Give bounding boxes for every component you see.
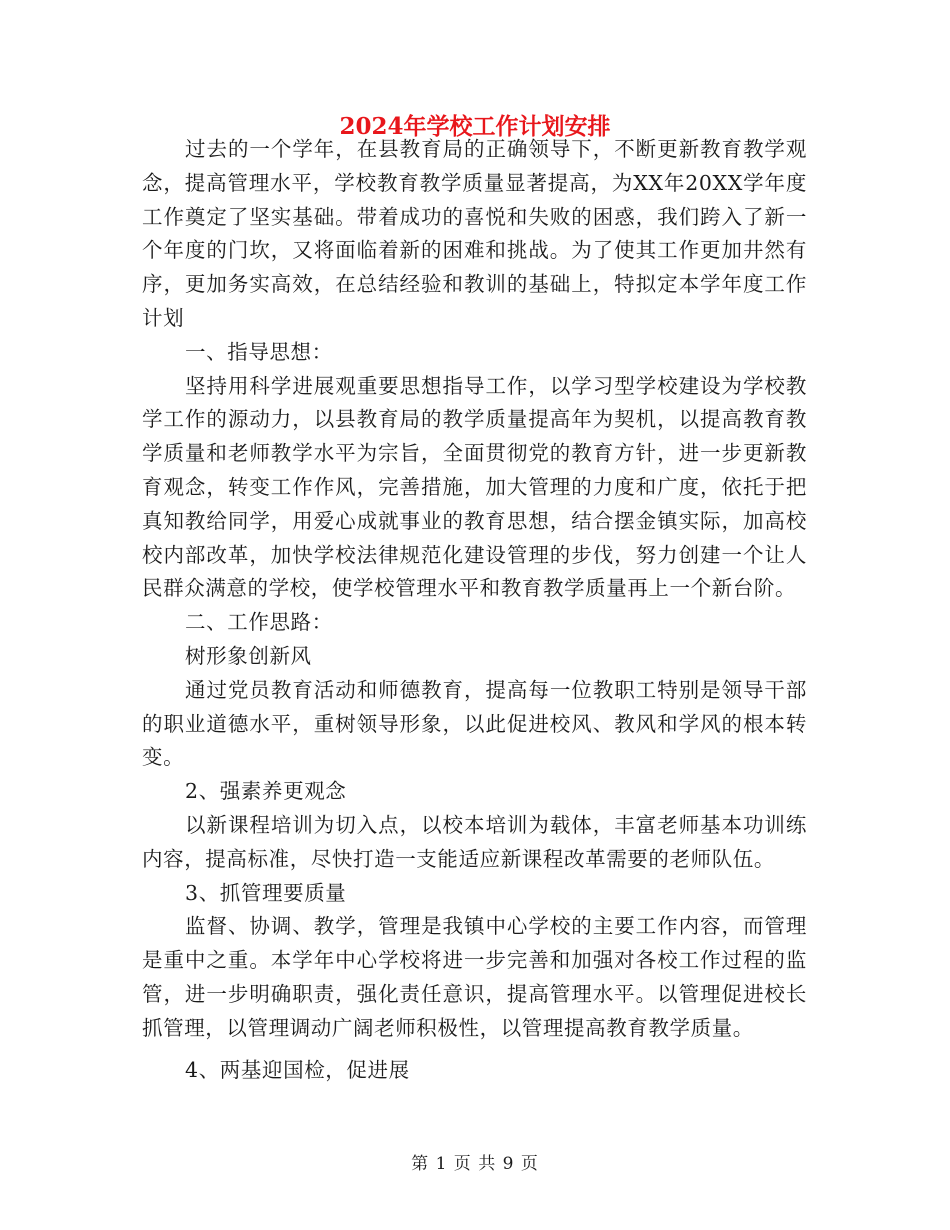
heading-work-ideas: 二、工作思路： <box>185 610 333 635</box>
subheading-inspection: 4、两基迎国检，促进展 <box>185 1057 410 1082</box>
subheading-quality: 2、强素养更观念 <box>185 779 347 804</box>
heading-guiding-ideology: 一、指导思想： <box>185 339 333 364</box>
document-body <box>142 133 807 1087</box>
paragraph-quality: 以新课程培训为切入点，以校本培训为载体，丰富老师基本功训练内容，提高标准，尽快打造一支能适应新课程改革需要的老师队伍。 <box>142 812 807 871</box>
subheading-management: 3、抓管理要质量 <box>185 880 347 905</box>
subheading-image: 树形象创新风 <box>185 643 312 668</box>
document-title: 2024年学校工作计划安排 <box>339 113 611 140</box>
paragraph-management: 监督、协调、教学，管理是我镇中心学校的主要工作内容，而管理是重中之重。本学年中心学校将进一步完善和加强对各校工作过程的监管，进一步明确职责，强化责任意识，提高管理水平。以管理促进校长抓管理，以管理调动广阔老师积极性，以管理提高教育教学质量。 <box>142 914 807 1040</box>
paragraph-guiding-ideology: 坚持用科学进展观重要思想指导工作，以学习型学校建设为学校教学工作的源动力，以县教育局的教学质量提高年为契机，以提高教育教学质量和老师教学水平为宗旨，全面贯彻党的教育方针，进一步更新教育观念，转变工作作风，完善措施，加大管理的力度和广度，依托于把真知教给同学，用爱心成就事业的教育思想，结合摆金镇实际，加高校校内部改革，加快学校法律规范化建设管理的步伐，努力创建一个让人民群众满意的学校，使学校管理水平和教育教学质量再上一个新台阶。 <box>142 373 807 601</box>
paragraph-image: 通过党员教育活动和师德教育，提高每一位教职工特别是领导干部的职业道德水平，重树领导形象，以此促进校风、教风和学风的根本转变。 <box>142 677 807 770</box>
page-footer: 第 1 页 共 9 页 <box>411 1154 539 1174</box>
paragraph-intro: 过去的一个学年，在县教育局的正确领导下，不断更新教育教学观念，提高管理水平，学校教育教学质量显著提高，为XX年20XX学年度工作奠定了坚实基础。带着成功的喜悦和失败的困惑，我们跨入了新一个年度的门坎，又将面临着新的困难和挑战。为了使其工作更加井然有序，更加务实高效，在总结经验和教训的基础上，特拟定本学年度工作计划 <box>142 137 807 330</box>
